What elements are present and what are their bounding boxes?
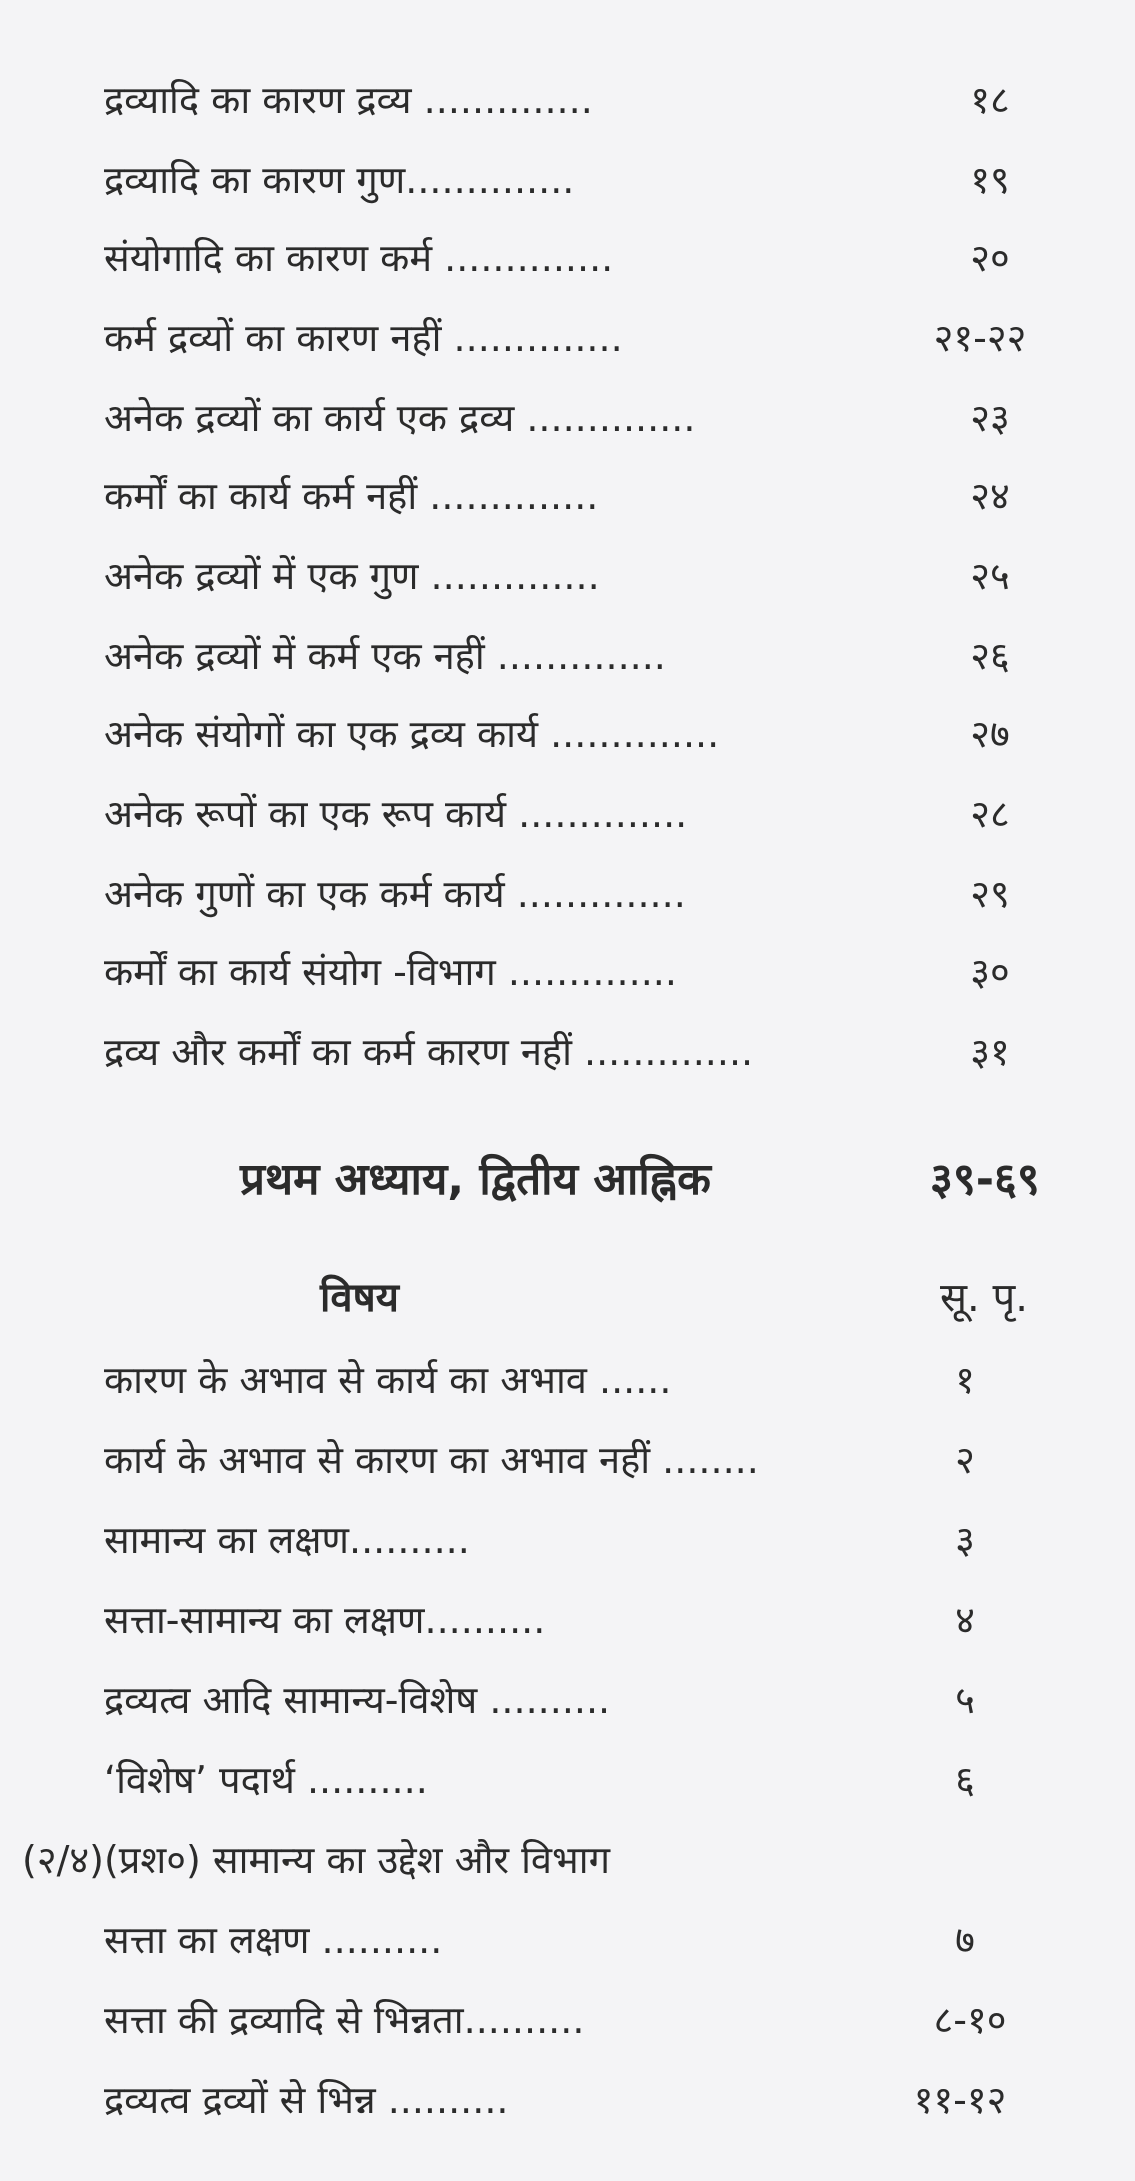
index-row — [0, 308, 1135, 368]
index-entry-text: अनेक द्रव्यों का कार्य एक द्रव्य .............. — [104, 396, 696, 440]
index-row — [0, 466, 1135, 526]
index-entry-page: ११-१२ — [913, 2078, 1007, 2122]
index-entry-text: कर्म द्रव्यों का कारण नहीं .............. — [104, 316, 623, 360]
index-entry-text: संयोगादि का कारण कर्म .............. — [104, 236, 614, 280]
index-entry-text: द्रव्य और कर्मों का कर्म कारण नहीं .............. — [104, 1030, 754, 1074]
chapter-page-range: ३९-६९ — [930, 1154, 1040, 1205]
index-row — [0, 864, 1135, 924]
index-entry-text: द्रव्यादि का कारण गुण.............. — [104, 158, 575, 202]
chapter-heading — [0, 1145, 1135, 1215]
index-entry-text: ‘विशेष’ पदार्थ .......... — [104, 1758, 428, 1802]
index-entry-page: ३१ — [970, 1030, 1010, 1074]
index-entry-page: ७ — [955, 1918, 975, 1962]
index-row — [0, 1910, 1135, 1970]
index-entry-page: ३ — [955, 1518, 975, 1562]
index-entry-page: ४ — [955, 1598, 975, 1642]
index-entry-text: अनेक गुणों का एक कर्म कार्य .............. — [104, 872, 686, 916]
index-entry-text: कार्य के अभाव से कारण का अभाव नहीं ........ — [104, 1438, 759, 1482]
chapter-title: प्रथम अध्याय, द्वितीय आह्निक — [240, 1154, 711, 1205]
index-entry-text: द्रव्यत्व द्रव्यों से भिन्न .......... — [104, 2078, 509, 2122]
index-row — [0, 1750, 1135, 1810]
index-entry-page: ३० — [970, 950, 1010, 994]
index-row — [0, 784, 1135, 844]
index-row — [0, 704, 1135, 764]
index-row — [0, 1350, 1135, 1410]
index-entry-page: १ — [955, 1358, 975, 1402]
index-entry-text: सत्ता की द्रव्यादि से भिन्नता.......... — [104, 1998, 585, 2042]
index-entry-page: २९ — [970, 872, 1010, 916]
index-row — [0, 1510, 1135, 1570]
index-row — [0, 70, 1135, 130]
index-entry-text: सत्ता का लक्षण .......... — [104, 1918, 443, 1962]
index-row — [0, 1430, 1135, 1490]
index-entry-page: २६ — [970, 634, 1010, 678]
index-entry-text: अनेक द्रव्यों में एक गुण .............. — [104, 554, 600, 598]
index-entry-page: २४ — [970, 474, 1010, 518]
index-entry-text: कर्मों का कार्य संयोग -विभाग .............. — [104, 950, 677, 994]
index-row — [0, 546, 1135, 606]
index-row — [0, 388, 1135, 448]
index-entry-text: अनेक द्रव्यों में कर्म एक नहीं .............. — [104, 634, 666, 678]
index-entry-text: अनेक रूपों का एक रूप कार्य .............. — [104, 792, 688, 836]
index-entry-page: १८ — [970, 78, 1010, 122]
index-entry-text: कर्मों का कार्य कर्म नहीं .............. — [104, 474, 599, 518]
index-entry-page: २५ — [970, 554, 1010, 598]
subject-column-header: विषय — [320, 1275, 399, 1321]
index-entry-text: कारण के अभाव से कार्य का अभाव ...... — [104, 1358, 672, 1402]
index-entry-text: द्रव्यत्व आदि सामान्य-विशेष .......... — [104, 1678, 611, 1722]
index-row — [0, 150, 1135, 210]
index-entry-text: सत्ता-सामान्य का लक्षण.......... — [104, 1598, 546, 1642]
index-row — [0, 942, 1135, 1002]
index-row — [0, 1590, 1135, 1650]
index-entry-page: ६ — [955, 1758, 975, 1802]
sub-section-heading: (२/४)(प्रश०) सामान्य का उद्देश और विभाग — [22, 1838, 611, 1882]
index-row — [0, 626, 1135, 686]
index-row — [0, 228, 1135, 288]
index-entry-page: १९ — [970, 158, 1010, 202]
index-entry-text: सामान्य का लक्षण.......... — [104, 1518, 470, 1562]
index-entry-page: २३ — [970, 396, 1010, 440]
index-entry-page: ५ — [955, 1678, 975, 1722]
index-row — [0, 1990, 1135, 2050]
index-row — [0, 2070, 1135, 2130]
index-entry-text: अनेक संयोगों का एक द्रव्य कार्य .............. — [104, 712, 720, 756]
index-row — [0, 1670, 1135, 1730]
index-entry-page: २१-२२ — [933, 316, 1027, 360]
sutra-page-column-header: सू. पृ. — [940, 1275, 1028, 1321]
index-entry-text: द्रव्यादि का कारण द्रव्य .............. — [104, 78, 593, 122]
index-entry-page: २ — [955, 1438, 975, 1482]
index-entry-page: २८ — [970, 792, 1010, 836]
index-entry-page: २७ — [970, 712, 1010, 756]
index-entry-page: ८-१० — [933, 1998, 1007, 2042]
column-headers — [0, 1268, 1135, 1328]
index-row — [0, 1022, 1135, 1082]
index-entry-page: २० — [970, 236, 1010, 280]
